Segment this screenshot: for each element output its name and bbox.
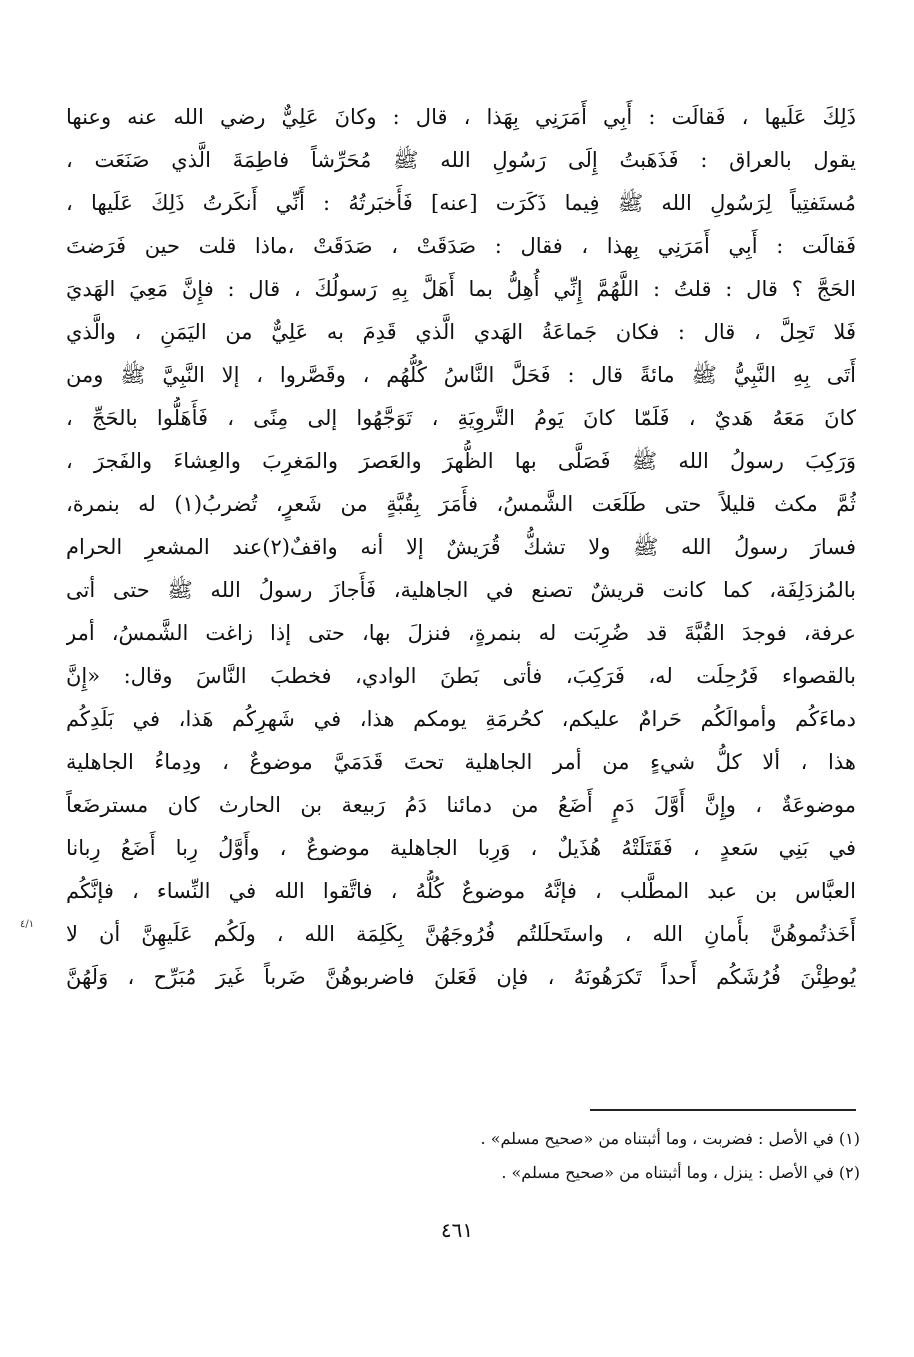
text-line-4: فَقالَت : أَبِي أَمَرَنِي بِهذا ، فقال : صَدَقَتْ ، صَدَقَتْ ،ماذا قلت حين فَرَضتَ	[66, 234, 856, 258]
text-line-8: كانَ مَعَهُ هَديٌ ، فَلَمّا كانَ يَومُ التَّروِيَةِ ، تَوَجَّهُوا إلى مِنًى ، فَأَهَلُّوا بالحَجِّ ،	[66, 406, 856, 430]
text-line-7: أَتَى بِهِ النَّبِيُّ ﷺ مائةً قال : فَحَلَّ النَّاسُ كُلُّهُم ، وقَصَّروا ، إلا النَّبِيَّ ﷺ ومن	[66, 363, 856, 387]
text-line-9: وَرَكِبَ رسولُ الله ﷺ فَصَلَّى بها الظُّهرَ والعَصرَ والمَغرِبَ والعِشاءَ والفَجرَ ،	[66, 449, 856, 473]
text-line-17: موضوعَةٌ ، وإِنَّ أَوَّلَ دَمٍ أَضَعُ من دمائنا دَمُ رَبيعة بن الحارث كان مسترضَعاً	[66, 793, 856, 817]
footnotes-block	[300, 1122, 860, 1190]
text-line-15: دماءَكُم وأموالَكُم حَرامٌ عليكم، كحُرمَةِ يومكم هذا، في شَهرِكُم هَذا، في بَلَدِكُم	[66, 707, 856, 731]
text-line-16: هذا ، ألا كلُّ شيءٍ من أمر الجاهلية تحتَ قَدَمَيَّ موضوعٌ ، ودِماءُ الجاهلية	[66, 750, 856, 774]
main-text-block	[66, 96, 856, 999]
text-line-14: بالقصواء فَرُحِلَت له، فَرَكِبَ، فأتى بَطنَ الوادي، فخطبَ النَّاسَ وقال: «إِنَّ	[66, 664, 856, 688]
text-line-2: يقول بالعراق : فَذَهَبتُ إِلَى رَسُولِ الله ﷺ مُحَرِّشاً فاطِمَةَ الَّذي صَنَعَت ،	[66, 148, 856, 172]
text-line-1: ذَلِكَ عَلَيها ، فَقالَت : أَبِي أَمَرَنِي بِهَذا ، قال : وكانَ عَلِيٌّ رضي الله عنه وعنها	[66, 105, 856, 129]
footnote-separator-rule	[590, 1109, 856, 1111]
text-line-20: أَخَذتُموهُنَّ بأَمانِ الله ، واستَحلَلتُم فُرُوجَهُنَّ بِكَلِمَة الله ، ولَكُم عَلَيهِنَّ أن لا	[66, 922, 856, 946]
text-line-5: الحَجَّ ؟ قال : قلتُ : اللَّهُمَّ إِنِّي أُهِلُّ بما أَهَلَّ بِهِ رَسولُكَ ، قال : فإِنَّ مَعِيَ الهَديَ	[66, 277, 856, 301]
text-line-10: ثُمَّ مكث قليلاً حتى طَلَعَت الشَّمسُ، فأَمَرَ بِقُبَّةٍ من شَعرٍ، تُضربُ(١) له بنمرة،	[66, 492, 856, 516]
footnote-2: (٢) في الأصل : ينزل ، وما أثبتناه من «صحيح مسلم» .	[501, 1163, 860, 1182]
page-number: ٤٦١	[440, 1218, 474, 1242]
text-line-11: فسارَ رسولُ الله ﷺ ولا تشكُّ قُرَيشٌ إلا أنه واقفٌ(٢)عند المشعرِ الحرام	[66, 535, 856, 559]
text-line-13: عرفة، فوجدَ القُبَّةَ قد ضُرِبَت له بنمرةٍ، فنزلَ بها، حتى إذا زاغت الشَّمسُ، أمر	[66, 621, 856, 645]
text-line-21: يُوطِئْنَ فُرُشَكُم أَحداً تَكرَهُونَهُ ، فإن فَعَلنَ فاضربوهُنَّ ضَرباً غَيرَ مُبَرِّح ، وَلَهُنَّ	[66, 965, 856, 989]
text-line-18: في بَنِي سَعدٍ ، فَقَتَلَتْهُ هُذَيلٌ ، وَرِبا الجاهلية موضوعٌ ، وأَوَّلُ رِبا أَضَعُ رِبانا	[66, 836, 856, 860]
text-line-3: مُستَفتِياً لِرَسُولِ الله ﷺ فِيما ذَكَرَت [عنه] فَأَخبَرتُهُ : أَنِّي أَنكَرتُ ذَلِكَ عَلَيها ،	[66, 191, 856, 215]
margin-reference-note: ٤/١	[20, 919, 35, 930]
footnote-1: (١) في الأصل : فضربت ، وما أثبتناه من «صحيح مسلم» .	[480, 1129, 860, 1148]
text-line-12: بالمُزدَلِفَة، كما كانت قريشٌ تصنع في الجاهلية، فَأَجازَ رسولُ الله ﷺ حتى أتى	[66, 578, 856, 602]
text-line-6: فَلا تَحِلَّ ، قال : فكان جَماعَةُ الهَدي الَّذي قَدِمَ به عَلِيٌّ من اليَمَنِ ، والَّذي	[66, 320, 856, 344]
text-line-19: العبَّاس بن عبد المطَّلب ، فإنَّهُ موضوعٌ كُلُّهُ ، فاتَّقوا الله في النِّساء ، فإنَّكُم	[66, 879, 856, 903]
